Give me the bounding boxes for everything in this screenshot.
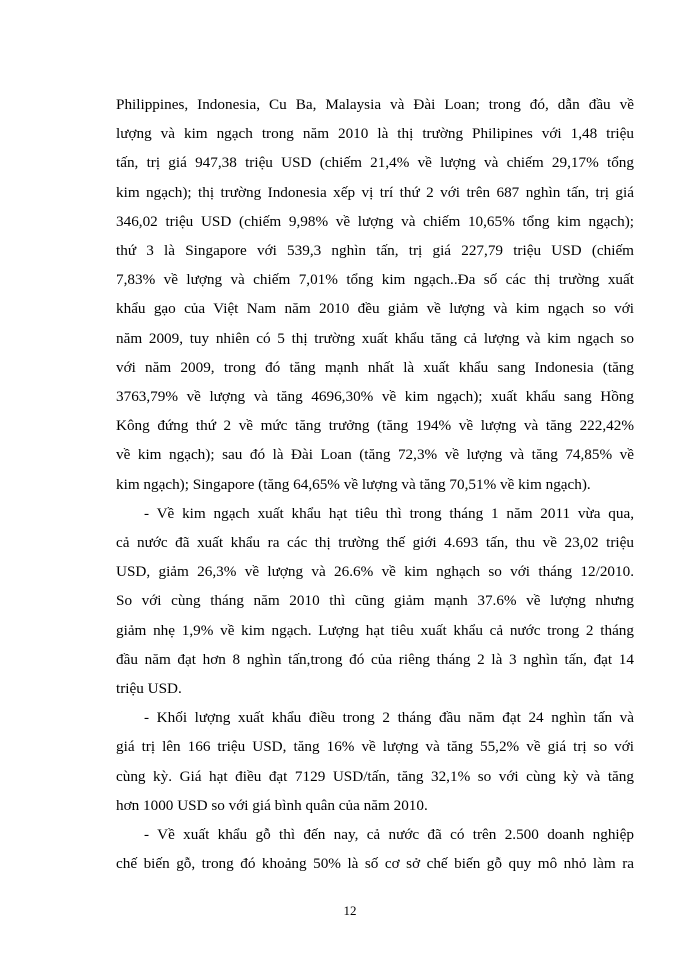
- paragraph-pepper-export: [116, 499, 634, 703]
- paragraph-rice-export-markets: [116, 90, 634, 499]
- page-number: 12: [343, 903, 357, 918]
- text-line: năm 2009, tuy nhiên có 5 thị trường xuất khẩu tăng cả lượng và kim ngạch so: [116, 329, 634, 347]
- text-line: 346,02 triệu USD (chiếm 9,98% về lượng và chiếm 10,65% tổng kim ngạch);: [116, 212, 634, 230]
- document-body: [116, 90, 634, 878]
- text-line: Kông đứng thứ 2 về mức tăng trưởng (tăng 194% về lượng và tăng 222,42%: [116, 417, 634, 435]
- text-line: chế biến gỗ, trong đó khoảng 50% là số cơ sở chế biến gỗ quy mô nhỏ làm ra: [116, 855, 634, 873]
- paragraph-cashew-export: [116, 703, 634, 820]
- text-line: giá trị lên 166 triệu USD, tăng 16% về lượng và tăng 55,2% về giá trị so với: [116, 738, 634, 756]
- text-line: 7,83% về lượng và chiếm 7,01% tổng kim ngạch..Đa số các thị trường xuất: [116, 271, 634, 289]
- text-line: tấn, trị giá 947,38 triệu USD (chiếm 21,4% về lượng và chiếm 29,17% tổng: [116, 154, 634, 172]
- text-line: - Khối lượng xuất khẩu điều trong 2 tháng đầu năm đạt 24 nghìn tấn và: [144, 709, 634, 727]
- text-line: khẩu gạo của Việt Nam năm 2010 đều giảm về lượng và kim ngạch so với: [116, 300, 634, 318]
- text-line: cùng kỳ. Giá hạt điều đạt 7129 USD/tấn, tăng 32,1% so với cùng kỳ và tăng: [116, 767, 634, 785]
- text-line: So với cùng tháng năm 2010 thì cũng giảm mạnh 37.6% về lượng nhưng: [116, 592, 634, 610]
- text-line: cả nước đã xuất khẩu ra các thị trường thế giới 4.693 tấn, thu về 23,02 triệu: [116, 534, 634, 552]
- paragraph-wood-export: [116, 820, 634, 878]
- text-line: hơn 1000 USD so với giá bình quân của năm 2010.: [116, 796, 428, 814]
- text-line: giảm nhẹ 1,9% về kim ngạch. Lượng hạt tiêu xuất khẩu cả nước trong 2 tháng: [116, 621, 634, 639]
- text-line: kim ngạch); Singapore (tăng 64,65% về lượng và tăng 70,51% về kim ngạch).: [116, 475, 591, 493]
- text-line: - Về xuất khẩu gỗ thì đến nay, cả nước đã có trên 2.500 doanh nghiệp: [144, 826, 634, 844]
- text-line: đầu năm đạt hơn 8 nghìn tấn,trong đó của riêng tháng 2 là 3 nghìn tấn, đạt 14: [116, 650, 634, 668]
- text-line: về kim ngạch); sau đó là Đài Loan (tăng 72,3% về lượng và tăng 74,85% về: [116, 446, 634, 464]
- text-line: Philippines, Indonesia, Cu Ba, Malaysia và Đài Loan; trong đó, dẫn đầu về: [116, 96, 634, 113]
- text-line: USD, giảm 26,3% về lượng và 26.6% về kim nghạch so với tháng 12/2010.: [116, 563, 634, 581]
- text-line: - Về kim ngạch xuất khẩu hạt tiêu thì trong tháng 1 năm 2011 vừa qua,: [144, 504, 634, 522]
- text-line: với năm 2009, trong đó tăng mạnh nhất là xuất khẩu sang Indonesia (tăng: [116, 358, 634, 376]
- text-line: 3763,79% về lượng và tăng 4696,30% về kim ngạch); xuất khẩu sang Hồng: [116, 388, 634, 406]
- text-line: kim ngạch); thị trường Indonesia xếp vị trí thứ 2 với trên 687 nghìn tấn, trị giá: [116, 183, 634, 201]
- text-line: thứ 3 là Singapore với 539,3 nghìn tấn, trị giá 227,79 triệu USD (chiếm: [116, 242, 634, 260]
- text-line: lượng và kim ngạch trong năm 2010 là thị trường Philipines với 1,48 triệu: [116, 125, 634, 143]
- text-line: triệu USD.: [116, 680, 182, 698]
